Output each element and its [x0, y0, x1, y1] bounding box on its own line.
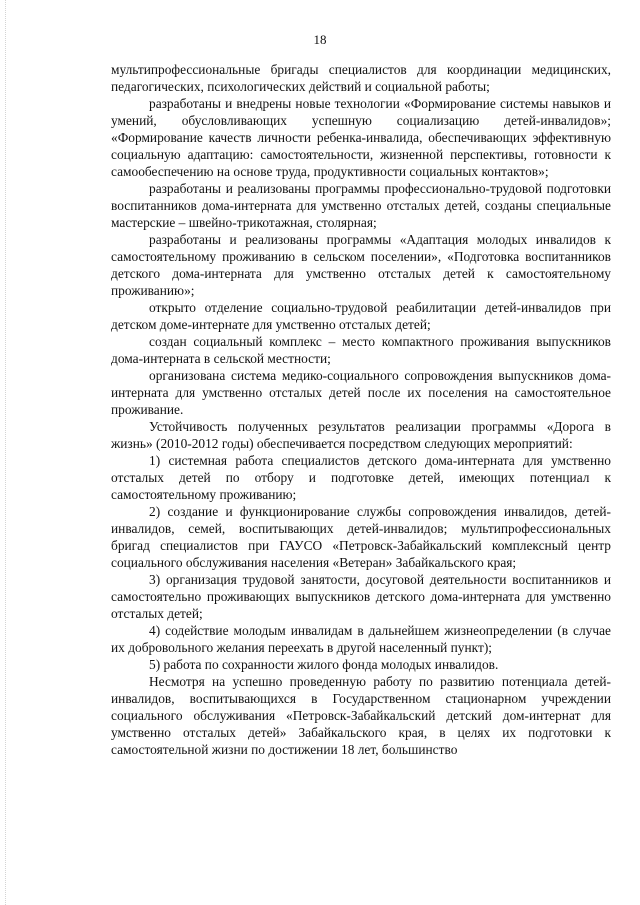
list-item-4: 4) содействие молодым инвалидам в дальнейшем жизнеопределении (в случае их добровольного желания переехать в другой населенный пункт);	[111, 623, 611, 655]
paragraph-1: мультипрофессиональные бригады специалистов для координации медицинских, педагогических, психологических действий и социальной работы;	[111, 62, 611, 94]
scan-margin-line	[5, 0, 7, 905]
paragraph-8: Устойчивость полученных результатов реализации программы «Дорога в жизнь» (2010-2012 годы) обеспечивается посредством следующих мероприятий:	[111, 419, 611, 451]
page-number: 18	[313, 32, 327, 47]
paragraph-4: разработаны и реализованы программы «Адаптация молодых инвалидов к самостоятельному проживанию в сельском поселении», «Подготовка воспитанников детского дома-интерната для умственно отсталых детей к самостоятельному проживанию»;	[111, 232, 611, 298]
list-item-5: 5) работа по сохранности жилого фонда молодых инвалидов.	[149, 657, 499, 672]
list-item-3: 3) организация трудовой занятости, досуговой деятельности воспитанников и самостоятельно проживающих выпускников детского дома-интерната для умственно отсталых детей;	[111, 572, 611, 621]
paragraph-3: разработаны и реализованы программы профессионально-трудовой подготовки воспитанников дома-интерната для умственно отсталых детей, созданы специальные мастерские – швейно-трикотажная, столярная;	[111, 181, 611, 230]
body-text	[111, 61, 611, 758]
list-item-1: 1) системная работа специалистов детского дома-интерната для умственно отсталых детей по отбору и подготовке детей, имеющих потенциал к самостоятельному проживанию;	[111, 453, 611, 502]
paragraph-7: организована система медико-социального сопровождения выпускников дома-интерната для умственно отсталых детей после их поселения на самостоятельное проживание.	[111, 368, 611, 417]
paragraph-2: разработаны и внедрены новые технологии «Формирование системы навыков и умений, обусловливающих успешную социализацию детей-инвалидов»; «Формирование качеств личности ребенка-инвалида, обеспечивающих эффективную социальную адаптацию: самостоятельности, жизненной перспективы, готовности к самообеспечению на основе труда, продуктивности социальных контактов»;	[111, 96, 611, 179]
paragraph-5: открыто отделение социально-трудовой реабилитации детей-инвалидов при детском доме-интернате для умственно отсталых детей;	[111, 300, 611, 332]
paragraph-6: создан социальный комплекс – место компактного проживания выпускников дома-интерната в сельской местности;	[111, 334, 611, 366]
paragraph-9: Несмотря на успешно проведенную работу по развитию потенциала детей-инвалидов, воспитывающихся в Государственном стационарном учреждении социального обслуживания «Петровск-Забайкальский детский дом-интернат для умственно отсталых детей» Забайкальского края, в целях их подготовки к самостоятельной жизни по достижении 18 лет, большинство	[111, 674, 611, 757]
list-item-2: 2) создание и функционирование службы сопровождения инвалидов, детей-инвалидов, семей, воспитывающих детей-инвалидов; мультипрофессиональных бригад специалистов при ГАУСО «Петровск-Забайкальский комплексный центр социального обслуживания населения «Ветеран» Забайкальского края;	[111, 504, 611, 570]
